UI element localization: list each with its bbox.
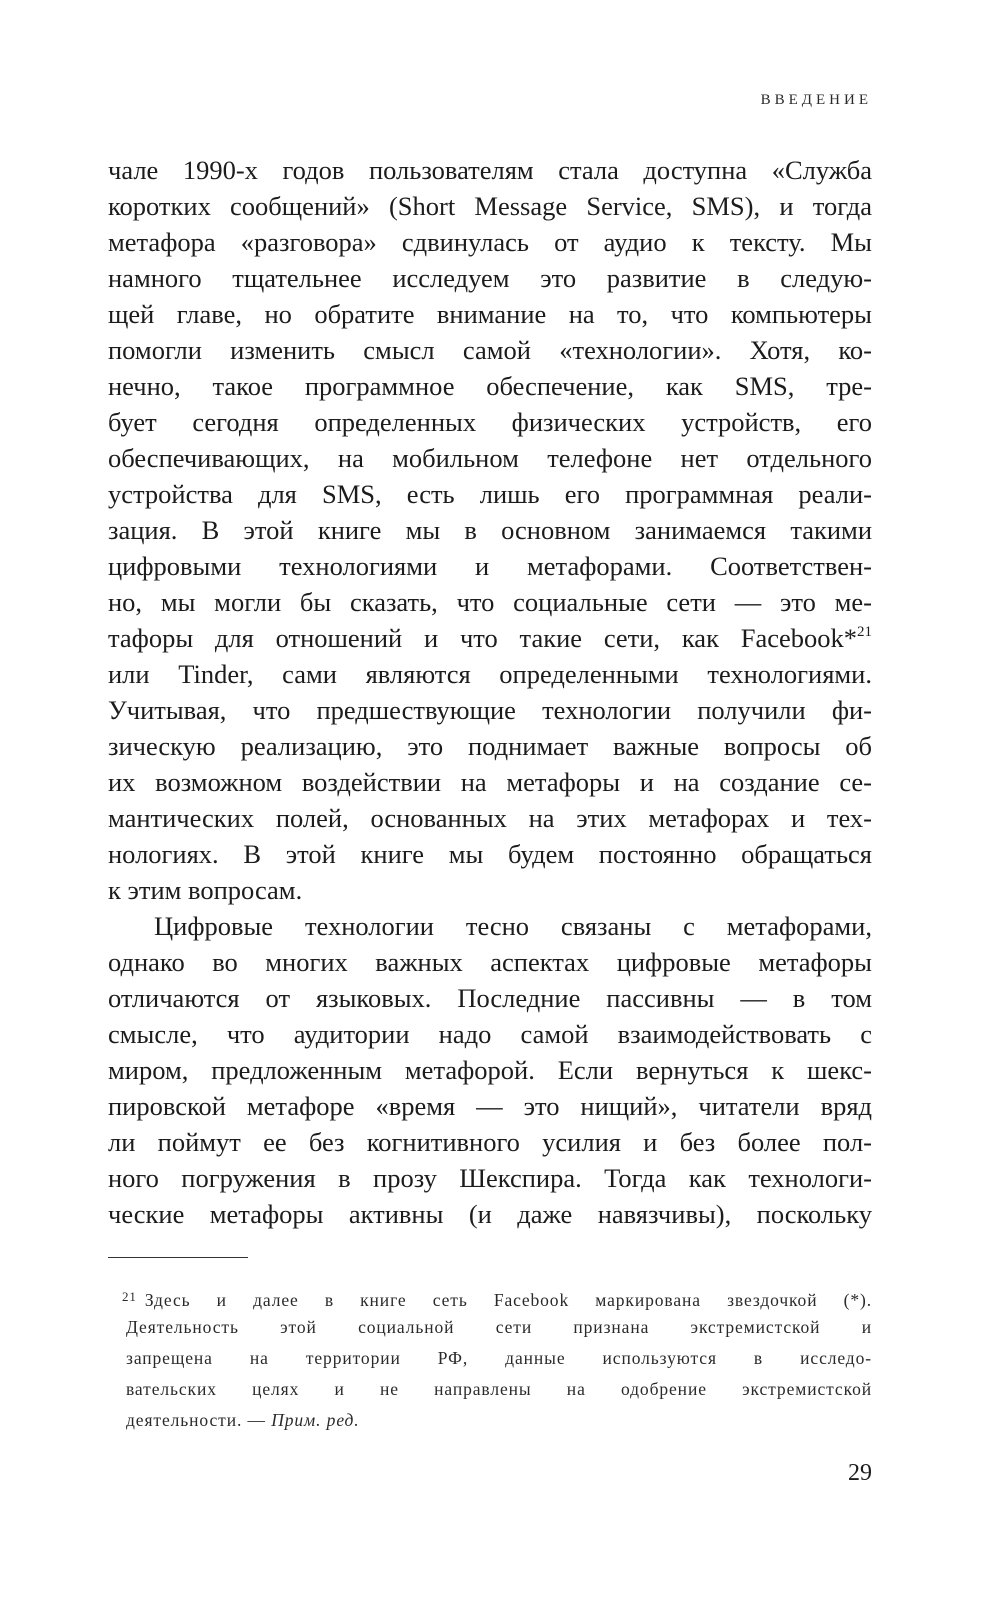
footnote-number: 21 [122,1289,137,1304]
text-line: Цифровые технологии тесно связаны с метафорами, [154,911,872,941]
text-line: намного тщательнее исследуем это развитие в следую- [108,263,872,293]
text-line: ного погружения в прозу Шекспира. Тогда как технологи- [108,1163,872,1193]
text-line: однако во многих важных аспектах цифровые метафоры [108,947,872,977]
paragraph-1 [108,152,872,908]
editor-note: Прим. ред. [271,1410,360,1430]
text-line: смысле, что аудитории надо самой взаимодействовать с [108,1019,872,1049]
text-line: отличаются от языковых. Последние пассивны — в том [108,983,872,1013]
text-line: Учитывая, что предшествующие технологии получили фи- [108,695,872,725]
text-line: к этим вопросам. [108,875,303,905]
text-line: обеспечивающих, на мобильном телефоне нет отдельного [108,443,872,473]
text-line: или Tinder, сами являются определенными технологиями. [108,659,872,689]
footnote-21 [122,1281,872,1436]
text-line: зация. В этой книге мы в основном занимаемся такими [108,515,872,545]
text-line: их возможном воздействии на метафоры и на создание се- [108,767,872,797]
footnote-reference[interactable]: 21 [857,624,872,640]
paragraph-2 [108,908,872,1232]
footnote-line: вательских целях и не направлены на одобрение экстремистской [126,1379,872,1399]
text-line: бует сегодня определенных физических устройств, его [108,407,872,437]
text-line: нечно, такое программное обеспечение, как SMS, тре- [108,371,872,401]
text-line-content: тафоры для отношений и что такие сети, как Facebook* [108,623,857,653]
text-line: щей главе, но обратите внимание на то, что компьютеры [108,299,872,329]
text-line: зическую реализацию, это поднимает важные вопросы об [108,731,872,761]
text-line: ли поймут ее без когнитивного усилия и без более пол- [108,1127,872,1157]
main-text [108,152,872,1232]
footnote-line [126,1405,872,1436]
text-line: нологиях. В этой книге мы будем постоянно обращаться [108,839,872,869]
footnote-line-text: Здесь и далее в книге сеть Facebook маркирована звездочкой (*). [144,1290,872,1310]
footnote-line [122,1281,872,1312]
footnote-divider [108,1257,248,1258]
text-line: миром, предложенным метафорой. Если вернуться к шекс- [108,1055,872,1085]
text-line-with-footnote [108,620,872,656]
footnote-line-text: деятельности. — [126,1410,272,1430]
text-line: цифровыми технологиями и метафорами. Соответствен- [108,551,872,581]
text-line: чале 1990-х годов пользователям стала доступна «Служба [108,155,872,185]
footnote-line: Деятельность этой социальной сети признана экстремистской и [126,1317,872,1337]
text-line: но, мы могли бы сказать, что социальные сети — это ме- [108,587,872,617]
footnote-line: запрещена на территории РФ, данные используются в исследо- [126,1348,872,1368]
page-number: 29 [848,1460,872,1486]
running-head: ВВЕДЕНИЕ [760,92,872,108]
text-line: ческие метафоры активны (и даже навязчивы), поскольку [108,1199,872,1229]
text-line: пировской метафоре «время — это нищий», читатели вряд [108,1091,872,1121]
text-line: мантических полей, основанных на этих метафорах и тех- [108,803,872,833]
text-line: помогли изменить смысл самой «технологии». Хотя, ко- [108,335,872,365]
text-line: метафора «разговора» сдвинулась от аудио к тексту. Мы [108,227,872,257]
text-line: коротких сообщений» (Short Message Service, SMS), и тогда [108,191,872,221]
text-line: устройства для SMS, есть лишь его программная реали- [108,479,872,509]
